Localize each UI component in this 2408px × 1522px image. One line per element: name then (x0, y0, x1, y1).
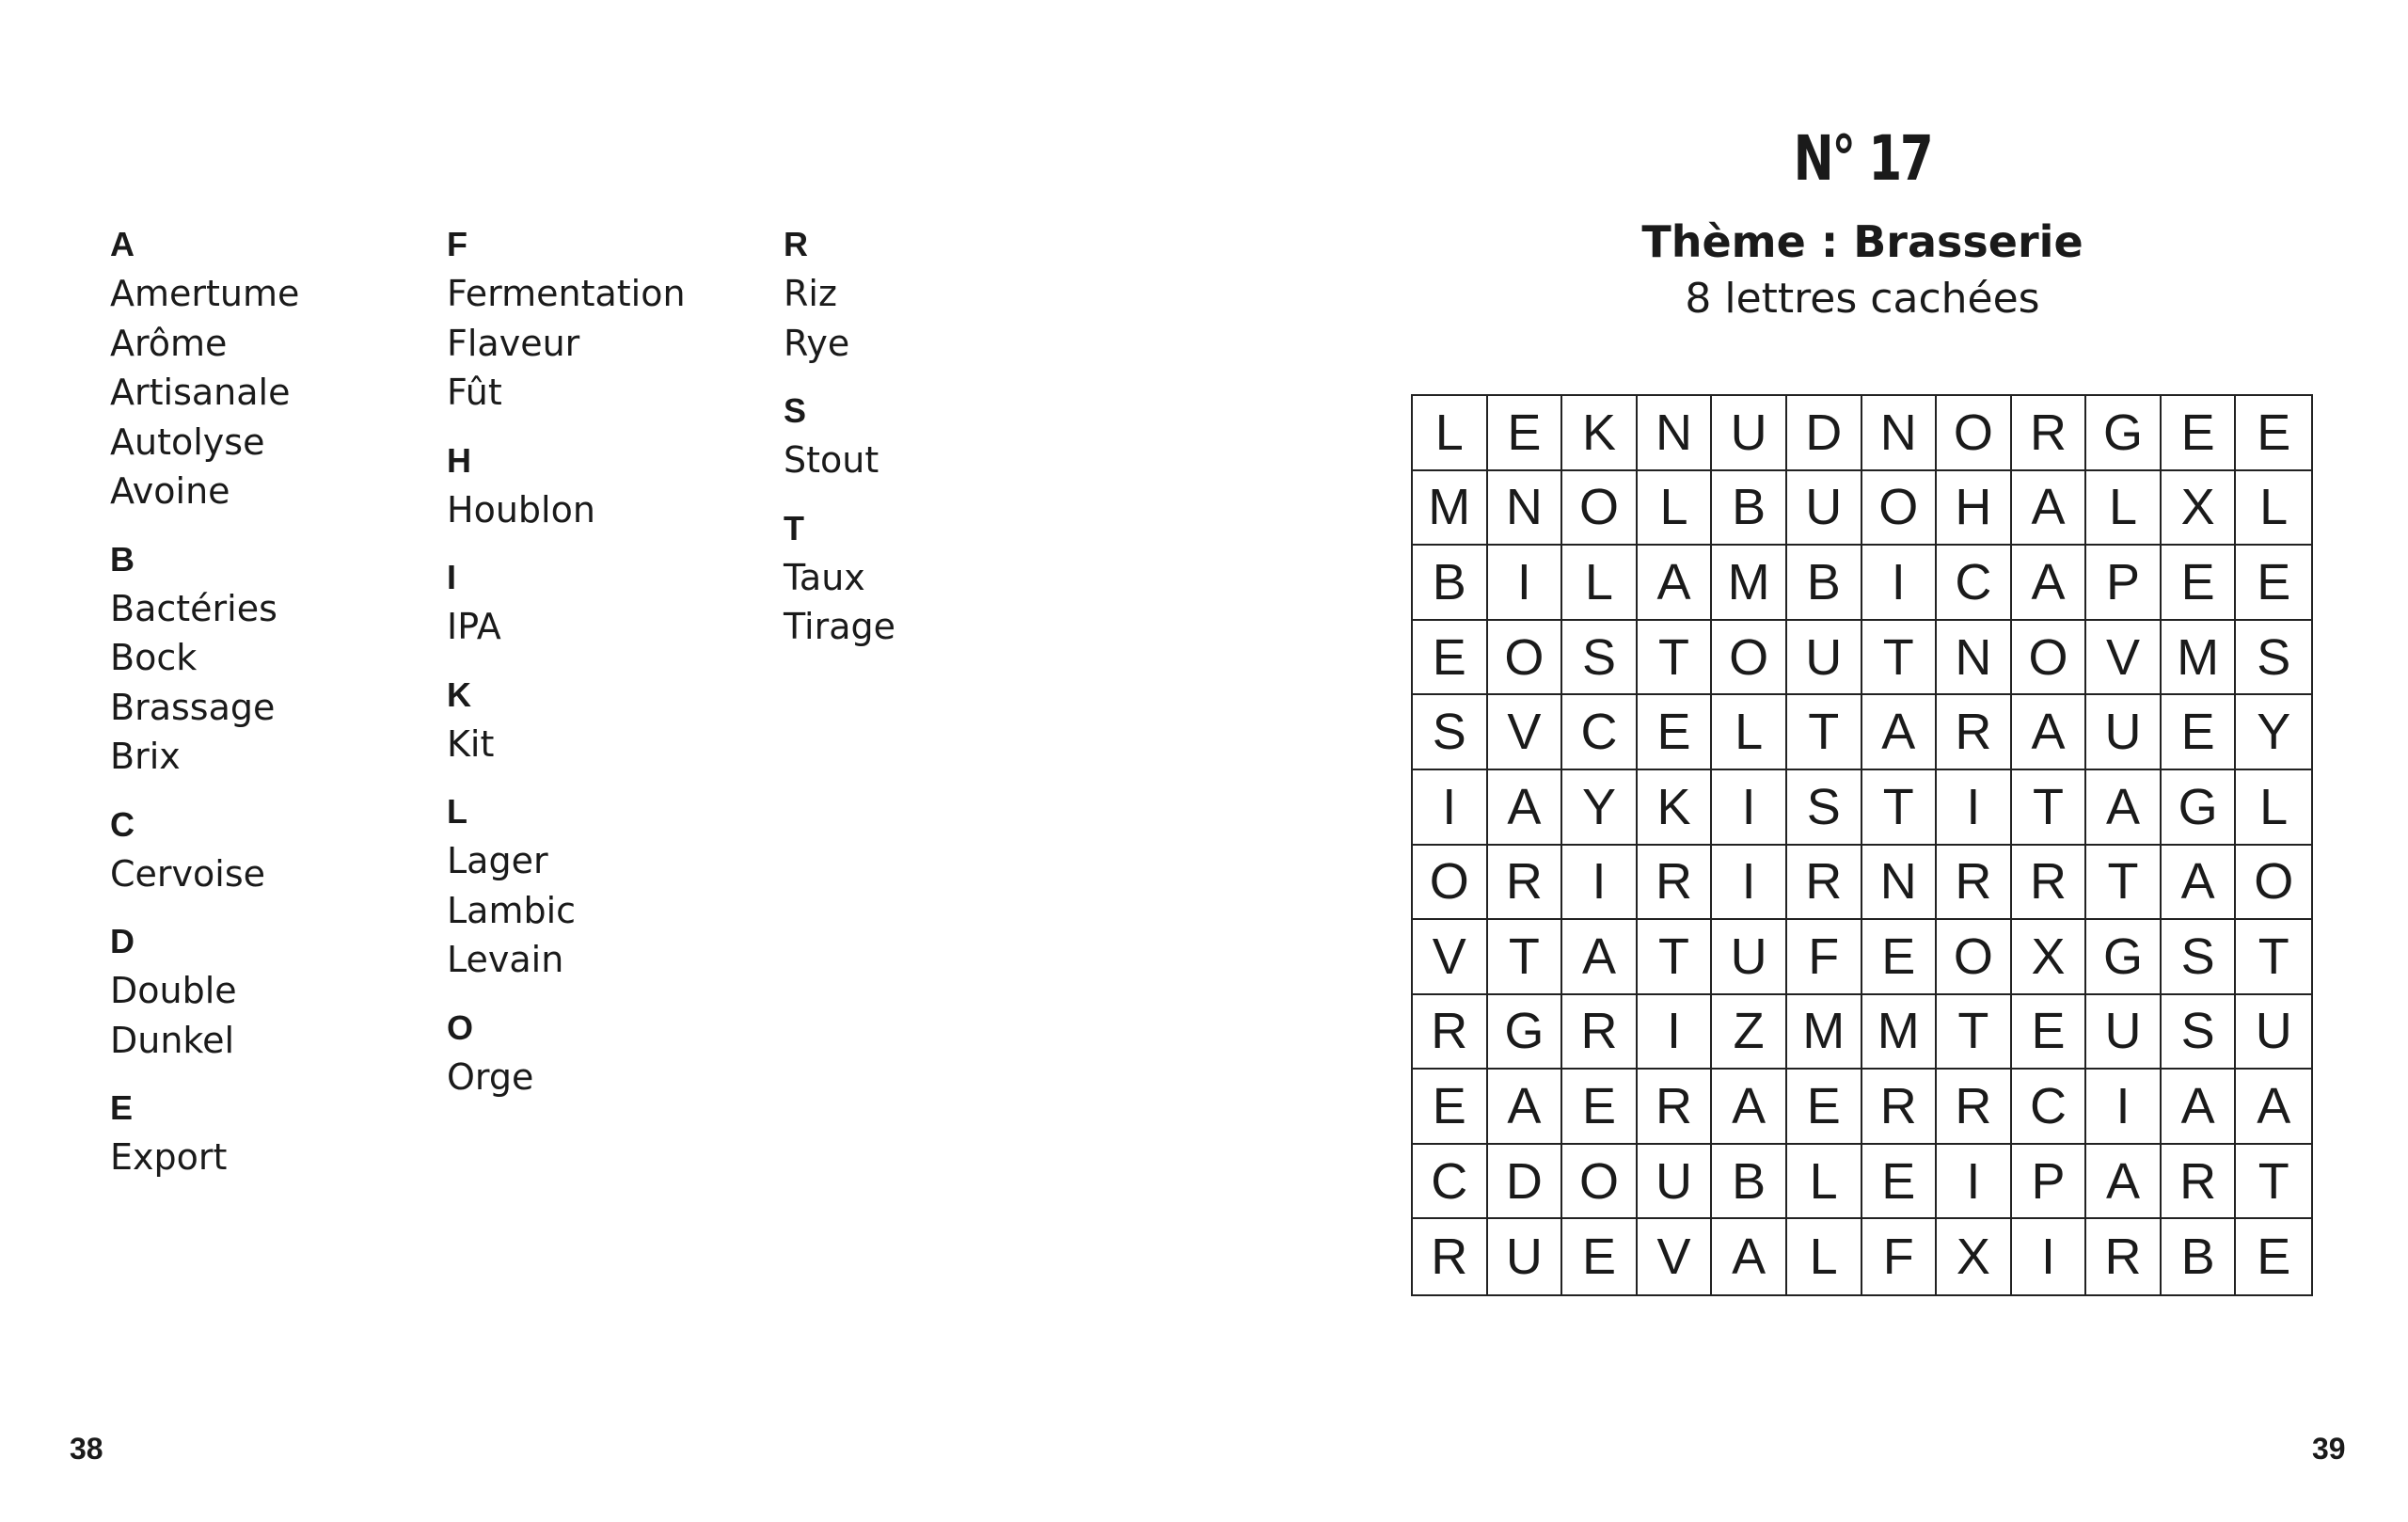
group-letter: L (447, 792, 467, 831)
word-list (110, 220, 1120, 1201)
grid-cell[interactable]: U (1787, 471, 1862, 547)
grid-cell[interactable]: R (1488, 846, 1563, 921)
word-item: Rye (784, 322, 850, 364)
group-letter: K (447, 674, 471, 714)
grid-cell[interactable]: L (1638, 471, 1713, 547)
word-item: Brassage (110, 686, 276, 728)
word-list-column (447, 220, 784, 1201)
grid-cell[interactable]: S (1562, 621, 1638, 696)
grid-cell[interactable]: V (1488, 695, 1563, 770)
word-group (447, 436, 784, 535)
grid-cell[interactable]: A (2012, 471, 2087, 547)
grid-cell[interactable]: N (1862, 846, 1938, 921)
word-item: Flaveur (447, 322, 580, 364)
grid-cell[interactable]: O (1937, 920, 2012, 995)
grid-cell[interactable]: R (1562, 995, 1638, 1070)
grid-cell[interactable]: L (1562, 546, 1638, 621)
grid-cell[interactable]: P (2012, 1145, 2087, 1220)
word-item: Kit (447, 722, 495, 765)
grid-cell[interactable]: A (1488, 770, 1563, 846)
grid-cell[interactable]: O (1862, 471, 1938, 547)
word-item: Orge (447, 1055, 534, 1098)
grid-cell[interactable]: U (1712, 396, 1787, 471)
group-letter: A (110, 225, 135, 263)
word-group (447, 553, 784, 652)
grid-cell[interactable]: A (2162, 1070, 2237, 1145)
grid-cell[interactable]: N (1488, 471, 1563, 547)
grid-cell[interactable]: L (1787, 1219, 1862, 1294)
grid-cell[interactable]: S (1787, 770, 1862, 846)
word-item: Export (110, 1136, 228, 1178)
grid-cell[interactable]: E (1787, 1070, 1862, 1145)
grid-cell[interactable]: N (1937, 621, 2012, 696)
grid-cell[interactable]: T (1488, 920, 1563, 995)
word-item: Levain (447, 939, 564, 980)
word-item: Arôme (110, 322, 228, 364)
grid-cell[interactable]: U (2086, 695, 2162, 770)
group-letter: S (784, 391, 807, 430)
grid-cell[interactable]: E (2162, 396, 2237, 471)
grid-cell[interactable]: V (1413, 920, 1488, 995)
page-number-left: 38 (70, 1432, 103, 1466)
grid-cell[interactable]: K (1638, 770, 1713, 846)
grid-cell[interactable]: A (1712, 1070, 1787, 1145)
word-group (784, 504, 1120, 652)
grid-cell[interactable]: R (2086, 1219, 2162, 1294)
grid-cell[interactable]: B (2162, 1219, 2237, 1294)
group-letter: F (447, 225, 467, 263)
word-group (110, 1084, 447, 1182)
grid-cell[interactable]: U (2236, 995, 2311, 1070)
grid-cell[interactable]: I (1937, 1145, 2012, 1220)
grid-cell[interactable]: U (1787, 621, 1862, 696)
word-list-column (784, 220, 1120, 1201)
word-item: Tirage (784, 606, 896, 647)
grid-cell[interactable]: G (2086, 920, 2162, 995)
grid-cell[interactable]: G (2086, 396, 2162, 471)
grid-cell[interactable]: E (2236, 546, 2311, 621)
grid-cell[interactable]: E (2162, 546, 2237, 621)
grid-cell[interactable]: T (2086, 846, 2162, 921)
word-group (447, 220, 784, 418)
grid-cell[interactable]: R (2162, 1145, 2237, 1220)
grid-cell[interactable]: C (1562, 695, 1638, 770)
word-group (784, 220, 1120, 368)
grid-cell[interactable]: N (1862, 396, 1938, 471)
word-group (447, 1004, 784, 1102)
group-letter: R (784, 225, 808, 263)
word-item: Double (110, 970, 237, 1011)
grid-cell[interactable]: R (1413, 995, 1488, 1070)
group-letter: B (110, 539, 135, 579)
grid-cell[interactable]: M (1787, 995, 1862, 1070)
grid-cell[interactable]: S (2236, 621, 2311, 696)
word-search-grid (1411, 394, 2313, 1296)
grid-cell[interactable]: C (2012, 1070, 2087, 1145)
grid-cell[interactable]: O (2236, 846, 2311, 921)
grid-cell[interactable]: O (1413, 846, 1488, 921)
grid-cell[interactable]: I (1638, 995, 1713, 1070)
grid-cell[interactable]: R (1638, 846, 1713, 921)
grid-cell[interactable]: R (2012, 396, 2087, 471)
grid-cell[interactable]: A (1712, 1219, 1787, 1294)
grid-cell[interactable]: R (1937, 695, 2012, 770)
grid-cell[interactable]: R (2012, 846, 2087, 921)
grid-cell[interactable]: S (2162, 995, 2237, 1070)
grid-cell[interactable]: F (1862, 1219, 1938, 1294)
grid-cell[interactable]: A (1562, 920, 1638, 995)
grid-cell[interactable]: U (1638, 1145, 1713, 1220)
grid-cell[interactable]: E (1862, 920, 1938, 995)
grid-cell[interactable]: G (2162, 770, 2237, 846)
word-item: Lager (447, 840, 548, 881)
grid-cell[interactable]: R (1787, 846, 1862, 921)
group-letter: E (110, 1088, 134, 1127)
grid-cell[interactable]: E (2257, 1229, 2291, 1286)
word-item: Cervoise (110, 852, 266, 895)
grid-cell[interactable]: E (1413, 1070, 1488, 1145)
grid-cell[interactable]: E (1562, 1219, 1638, 1294)
grid-cell[interactable]: O (1937, 396, 2012, 471)
grid-cell[interactable]: S (1413, 695, 1488, 770)
grid-cell[interactable]: V (2086, 621, 2162, 696)
grid-cell[interactable]: L (1712, 695, 1787, 770)
grid-cell[interactable]: Y (2236, 695, 2311, 770)
grid-cell[interactable]: X (1937, 1219, 2012, 1294)
word-item: Fermentation (447, 273, 686, 314)
grid-cell[interactable]: A (2012, 695, 2087, 770)
grid-cell[interactable]: D (1787, 396, 1862, 471)
grid-cell[interactable]: I (1712, 770, 1787, 846)
grid-cell[interactable]: O (2012, 621, 2087, 696)
grid-cell[interactable]: Y (1562, 770, 1638, 846)
grid-cell[interactable]: E (2236, 396, 2311, 471)
word-item: Artisanale (110, 372, 291, 413)
word-item: Avoine (110, 470, 230, 512)
word-group (784, 387, 1120, 485)
grid-cell[interactable]: I (1862, 546, 1938, 621)
grid-cell[interactable]: A (2086, 1145, 2162, 1220)
grid-cell[interactable]: T (1937, 995, 2012, 1070)
grid-cell[interactable]: X (2162, 471, 2237, 547)
grid-cell[interactable]: S (2162, 920, 2237, 995)
word-item: Brix (110, 736, 181, 777)
grid-cell[interactable]: B (1787, 546, 1862, 621)
grid-cell[interactable]: U (1712, 920, 1787, 995)
grid-cell[interactable]: I (1488, 546, 1563, 621)
grid-cell[interactable]: I (1937, 770, 2012, 846)
grid-cell[interactable]: D (1488, 1145, 1563, 1220)
word-group (110, 917, 447, 1065)
grid-cell[interactable]: A (2162, 846, 2237, 921)
grid-cell[interactable]: E (2162, 695, 2237, 770)
grid-cell[interactable]: X (2012, 920, 2087, 995)
grid-cell[interactable]: R (1937, 846, 2012, 921)
grid-cell[interactable]: F (1787, 920, 1862, 995)
page-number-right: 39 (2312, 1432, 2346, 1466)
grid-cell[interactable]: L (2236, 471, 2311, 547)
grid-cell[interactable]: T (1862, 621, 1938, 696)
grid-cell[interactable]: O (1562, 1145, 1638, 1220)
grid-cell[interactable]: A (1862, 695, 1938, 770)
puzzle-subtitle: 8 lettres cachées (1685, 275, 2040, 323)
grid-cell[interactable]: T (2012, 770, 2087, 846)
grid-cell[interactable]: T (1862, 770, 1938, 846)
word-group (110, 535, 447, 782)
grid-cell[interactable]: C (1413, 1145, 1488, 1220)
grid-cell[interactable]: B (1712, 1145, 1787, 1220)
grid-cell[interactable]: B (1413, 546, 1488, 621)
grid-cell[interactable]: L (2236, 770, 2311, 846)
grid-cell[interactable]: E (1638, 695, 1713, 770)
grid-cell[interactable]: E (1413, 621, 1488, 696)
grid-cell[interactable]: U (1488, 1219, 1563, 1294)
group-letter: C (110, 804, 135, 844)
grid-cell[interactable]: M (1413, 471, 1488, 547)
grid-cell[interactable]: L (1413, 396, 1488, 471)
puzzle-number: N° 17 (1793, 122, 1932, 195)
grid-cell[interactable]: C (1937, 546, 2012, 621)
grid-cell[interactable]: M (1712, 546, 1787, 621)
group-letter: I (447, 558, 457, 596)
word-group (447, 671, 784, 769)
word-list-column (110, 220, 447, 1201)
grid-cell[interactable]: I (1562, 846, 1638, 921)
grid-cell[interactable]: T (1638, 920, 1713, 995)
group-letter: D (110, 922, 135, 960)
grid-cell[interactable]: T (1638, 621, 1713, 696)
grid-cell[interactable]: A (2012, 546, 2087, 621)
grid-cell[interactable]: A (1638, 546, 1713, 621)
word-group (447, 787, 784, 985)
word-item: Autolyse (110, 420, 265, 463)
grid-cell[interactable]: T (2236, 1145, 2311, 1220)
grid-cell[interactable]: K (1562, 396, 1638, 471)
grid-cell[interactable]: V (1638, 1219, 1713, 1294)
grid-cell[interactable]: R (1638, 1070, 1713, 1145)
word-item: Houblon (447, 488, 595, 531)
grid-cell[interactable]: N (1638, 396, 1713, 471)
grid-cell[interactable]: O (1562, 471, 1638, 547)
word-item: Stout (784, 439, 879, 481)
grid-cell[interactable]: A (2236, 1070, 2311, 1145)
grid-cell[interactable]: L (1787, 1145, 1862, 1220)
grid-cell[interactable]: H (1937, 471, 2012, 547)
grid-cell[interactable]: Z (1712, 995, 1787, 1070)
grid-cell[interactable]: O (1488, 621, 1563, 696)
grid-cell[interactable]: R (1937, 1070, 2012, 1145)
grid-cell[interactable]: B (1712, 471, 1787, 547)
grid-cell[interactable]: M (1862, 995, 1938, 1070)
grid-cell[interactable]: R (1862, 1070, 1938, 1145)
grid-cell[interactable]: T (2236, 920, 2311, 995)
grid-cell[interactable]: L (2086, 471, 2162, 547)
grid-cell[interactable]: E (1562, 1070, 1638, 1145)
grid-cell[interactable]: R (1413, 1219, 1488, 1294)
word-item: Dunkel (110, 1019, 235, 1061)
word-group (110, 220, 447, 516)
grid-cell[interactable]: O (1712, 621, 1787, 696)
grid-cell[interactable]: A (1488, 1070, 1563, 1145)
word-item: Bock (110, 637, 198, 678)
word-group (110, 801, 447, 899)
word-item: Fût (447, 372, 502, 413)
grid-cell[interactable]: G (1488, 995, 1563, 1070)
word-item: Amertume (110, 273, 300, 314)
grid-cell[interactable]: E (2012, 995, 2087, 1070)
grid-cell[interactable]: I (2012, 1219, 2087, 1294)
word-item: Riz (784, 273, 837, 314)
grid-cell[interactable]: U (2086, 995, 2162, 1070)
group-letter: O (447, 1007, 474, 1047)
word-item: IPA (447, 606, 501, 647)
word-item: Bactéries (110, 587, 277, 629)
grid-cell[interactable]: E (1488, 396, 1563, 471)
grid-cell[interactable]: I (1413, 770, 1488, 846)
grid-cell[interactable]: I (2086, 1070, 2162, 1145)
grid-cell[interactable]: T (1787, 695, 1862, 770)
group-letter: T (784, 508, 804, 547)
word-item: Taux (784, 556, 865, 598)
word-item: Lambic (447, 889, 577, 931)
grid-cell[interactable]: P (2086, 546, 2162, 621)
grid-cell[interactable]: E (1862, 1145, 1938, 1220)
grid-cell[interactable]: M (2162, 621, 2237, 696)
group-letter: H (447, 440, 471, 480)
grid-cell[interactable]: A (2086, 770, 2162, 846)
puzzle-theme: Thème : Brasserie (1641, 216, 2083, 267)
grid-cell[interactable]: I (1712, 846, 1787, 921)
